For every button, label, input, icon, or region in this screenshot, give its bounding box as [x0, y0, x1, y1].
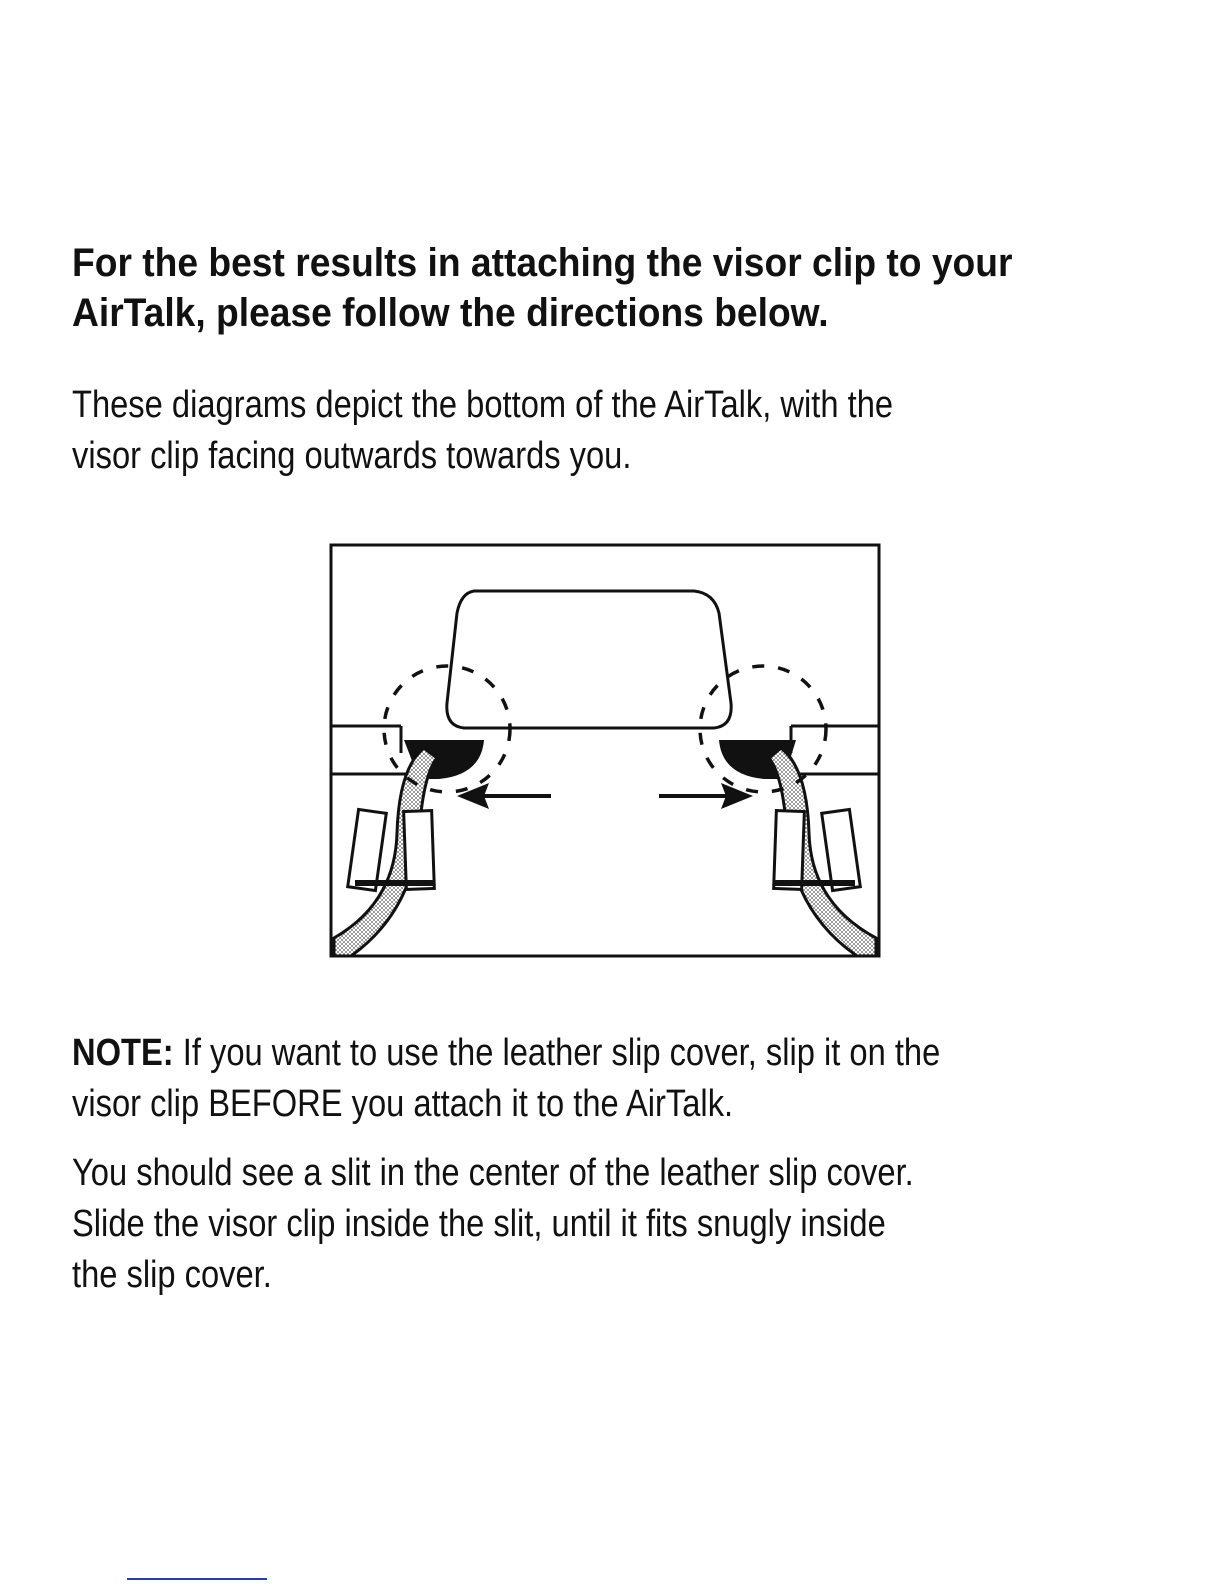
page-heading: [72, 238, 1076, 338]
note-line-1-text: If you want to use the leather slip cover, slip it on the: [173, 1032, 941, 1074]
note-line-1: [72, 1028, 940, 1079]
slit-paragraph: [72, 1148, 914, 1301]
footer-rule: [127, 1578, 267, 1580]
intro-line-1: These diagrams depict the bottom of the AirTalk, with the: [72, 384, 894, 426]
heading-line-2: AirTalk, please follow the directions below.: [72, 291, 829, 335]
intro-paragraph: [72, 380, 893, 482]
slit-line-2: Slide the visor clip inside the slit, until it fits snugly inside: [72, 1203, 886, 1245]
slit-line-3: the slip cover.: [72, 1254, 272, 1296]
left-clip-foot-inner: [404, 811, 435, 890]
right-clip-foot-inner: [774, 811, 805, 890]
note-line-2: visor clip BEFORE you attach it to the AirTalk.: [72, 1083, 734, 1125]
note-label: NOTE:: [72, 1032, 174, 1074]
slit-line-1: You should see a slit in the center of the leather slip cover.: [72, 1152, 914, 1194]
visor-clip-diagram: [329, 543, 881, 958]
intro-line-2: visor clip facing outwards towards you.: [72, 435, 632, 477]
airtalk-body: [447, 591, 731, 728]
note-paragraph: [72, 1028, 940, 1130]
heading-line-1: For the best results in attaching the visor clip to your: [72, 241, 1013, 285]
